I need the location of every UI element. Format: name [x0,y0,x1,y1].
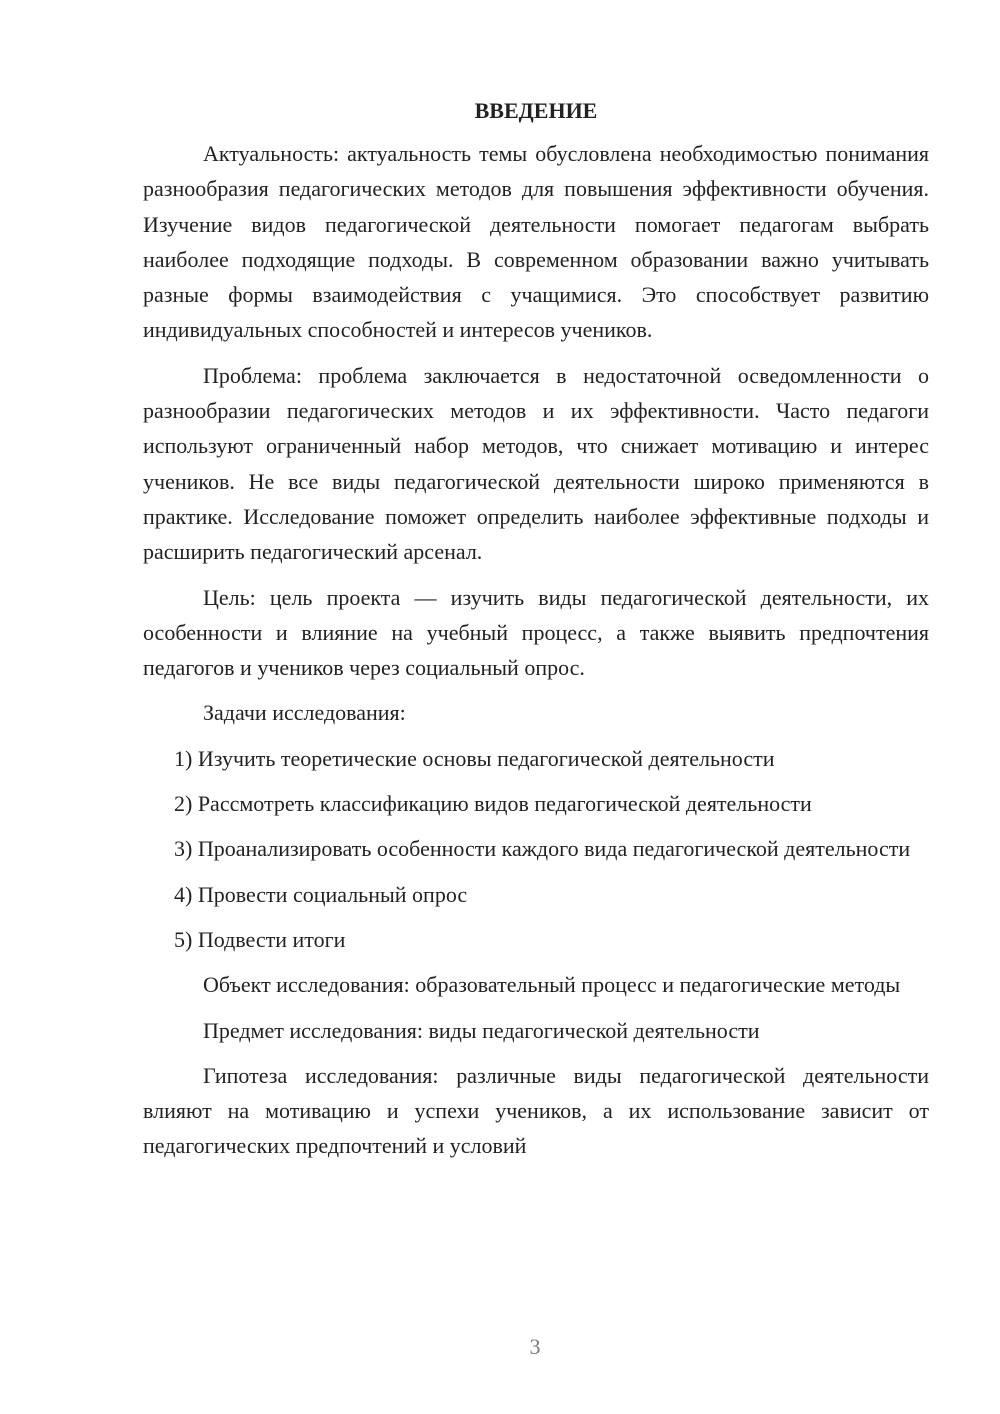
hypothesis-paragraph: Гипотеза исследования: различные виды педагогической деятельности влияют на мотивацию и успехи учеников, а их использование зависит от педагогических предпочтений и условий [143,1062,929,1159]
object-paragraph: Объект исследования: образовательный процесс и педагогические методы [203,972,901,998]
goal-paragraph: Цель: цель проекта — изучить виды педагогической деятельности, их особенности и влияние на учебный процесс, а также выявить предпочтения педагогов и учеников через социальный опрос. [143,584,929,681]
relevance-paragraph: Актуальность: актуальность темы обусловлена необходимостью понимания разнообразия педагогических методов для повышения эффективности обучения. Изучение видов педагогической деятельности помогает педагогам выбрать наиболее подходящие подходы. В современном образовании важно учитывать разные формы взаимодействия с учащимися. Это способствует развитию индивидуальных способностей и интересов учеников. [143,141,929,343]
page-number: 3 [529,1334,541,1359]
subject-paragraph: Предмет исследования: виды педагогической деятельности [203,1017,760,1043]
page-content [143,96,929,1174]
section-heading: ВВЕДЕНИЕ [474,98,598,123]
task-item: 1) Изучить теоретические основы педагогической деятельности [174,745,775,771]
task-item: 4) Провести социальный опрос [174,881,468,907]
tasks-title: Задачи исследования: [203,700,406,726]
problem-paragraph: Проблема: проблема заключается в недостаточной осведомленности о разнообразии педагогических методов и их эффективности. Часто педагоги используют ограниченный набор методов, что снижает мотивацию и интерес учеников. Не все виды педагогической деятельности широко применяются в практике. Исследование поможет определить наиболее эффективные подходы и расширить педагогический арсенал. [143,362,929,565]
task-item: 3) Проанализировать особенности каждого вида педагогической деятельности [174,836,911,862]
task-item: 2) Рассмотреть классификацию видов педагогической деятельности [174,791,812,817]
task-item: 5) Подвести итоги [174,926,346,952]
